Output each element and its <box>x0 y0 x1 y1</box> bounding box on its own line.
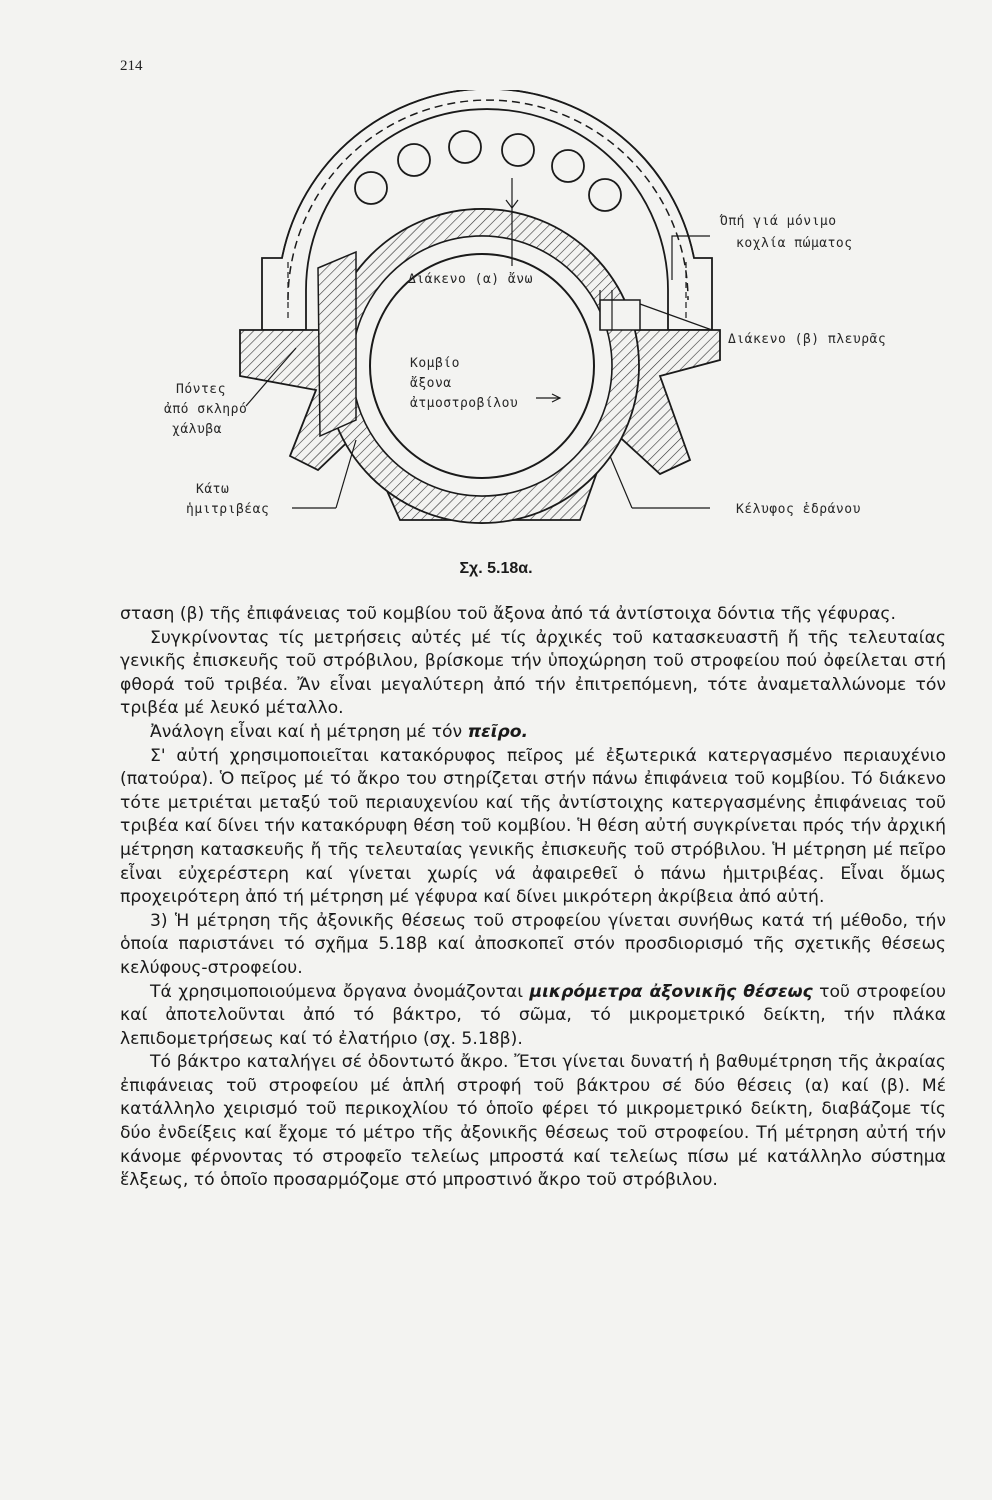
paragraph-6 <box>120 981 946 1052</box>
figure-bearing-cross-section <box>0 90 992 560</box>
bolt-holes <box>355 131 621 211</box>
paragraph-3-text: Ἀνάλογη εἶναι καί ἡ μέτρηση μέ τόν <box>150 721 468 742</box>
label-clearance-top: Διάκενο (α) ἄνω <box>408 272 533 287</box>
label-bridge-line2: ἀπό σκληρό <box>164 402 248 417</box>
page-number: 214 <box>120 58 143 74</box>
paragraph-5: 3) Ἡ μέτρηση τῆς ἀξονικῆς θέσεως τοῦ στροφείου γίνεται συνήθως κατά τή μέθοδο, τήν ὁποία παριστάνει τό σχῆμα 5.18β καί ἀποσκοπεῖ στόν προσδιορισμό τῆς σχετικῆς θέσεως κελύφους-στροφείου. <box>120 910 946 978</box>
label-shell: Κέλυφος ἑδράνου <box>736 502 861 517</box>
paragraph-2: Συγκρίνοντας τίς μετρήσεις αὐτές μέ τίς ἀρχικές τοῦ κατασκευαστῆ ἤ τῆς τελευταίας γενικῆς ἐπισκευῆς τοῦ στρόβιλου, βρίσκομε τήν ὑποχώρηση τοῦ στροφείου πού ὀφείλεται στή φθορά τοῦ τριβέα. Ἄν εἶναι μεγαλύτερη ἀπό τήν ἐπιτρεπόμενη, τότε ἀναμεταλλώνομε τόν τριβέα μέ λευκό μέταλλο. <box>120 627 946 719</box>
paragraph-6-prefix: Τά χρησιμοποιούμενα ὄργανα ὀνομάζονται <box>150 981 530 1002</box>
term-axial-micrometers: μικρόμετρα ἀξονικῆς θέσεως <box>529 981 813 1002</box>
paragraph-3 <box>120 721 946 745</box>
bearing-cross-section-drawing <box>0 90 992 560</box>
label-journal-line1: Κομβίο <box>410 356 460 371</box>
label-hole-line1: Όπή γιά μόνιμο <box>720 214 837 229</box>
term-peiros: πεῖρο. <box>467 721 529 742</box>
paragraph-6-suffix: τοῦ στροφείου καί ἀποτελοῦνται ἀπό τό βάκτρο, τό σῶμα, τό μικρομετρικό δείκτη, τήν πλάκα λεπιδομετρήσεως καί τό ἐλατήριο (σχ. 5.18β). <box>120 981 946 1049</box>
label-lower-line2: ἡμιτριβέας <box>186 502 270 517</box>
paragraph-7: Τό βάκτρο καταλήγει σέ ὀδοντωτό ἄκρο. Ἔτσι γίνεται δυνατή ἡ βαθυμέτρηση τῆς ἀκραίας ἐπιφάνειας τοῦ στροφείου μέ ἁπλή στροφή τοῦ βάκτρου σέ δύο θέσεις (α) καί (β). Μέ κατάλληλο χειρισμό τοῦ περικοχλίου τό ὁποῖο φέρει τό μικρομετρικό δείκτη, διαβάζομε τίς δύο ἐνδείξεις καί ἔχομε τό μέτρο τῆς ἀξονικῆς θέσεως τοῦ στροφείου. Τή μέτρηση αὐτή τήν κάνομε φέρνοντας τό στροφεῖο τελείως μπροστά καί τελείως πίσω μέ κατάλληλο σύστημα ἕλξεως, τό ὁποῖο προσαρμόζομε στό μπροστινό ἄκρο τοῦ στρόβιλου. <box>120 1052 946 1191</box>
label-bridge-line3: χάλυβα <box>172 422 222 437</box>
label-journal-line3: ἀτμοστροβίλου <box>410 396 519 411</box>
figure-caption: Σχ. 5.18α. <box>459 560 533 577</box>
label-clearance-side: Διάκενο (β) πλευρᾶς <box>728 332 887 347</box>
paragraph-4: Σ' αὐτή χρησιμοποιεῖται κατακόρυφος πεῖρος μέ ἐξωτερικά κατεργασμένο περιαυχένιο (πατούρα). Ὁ πεῖρος μέ τό ἄκρο του στηρίζεται στήν πάνω ἐπιφάνεια τοῦ κομβίου. Τό διάκενο τότε μετριέται μεταξύ τοῦ περιαυχενίου καί τῆς ἀντίστοιχης κατεργασμένης ἐπιφάνειας τοῦ τριβέα καί δίνει τήν κατακόρυφη θέση τοῦ κομβίου. Ἡ θέση αὐτή συγκρίνεται πρός τήν ἀρχική μέτρηση κατασκευῆς ἤ τῆς τελευταίας γενικῆς ἐπισκευῆς τοῦ στρόβιλου. Ἡ μέτρηση μέ πεῖρο εἶναι εὐχερέστερη καί γίνεται χωρίς νά ἀφαιρεθεῖ ὁ πάνω ἡμιτριβέας. Εἶναι ὅμως προχειρότερη ἀπό τή μέτρηση μέ γέφυρα καί δίνει μικρότερη ἀκρίβεια ἀπό αὐτή. <box>120 745 946 908</box>
label-lower-line1: Κάτω <box>196 482 230 497</box>
label-bridge-line1: Πόντες <box>176 382 226 397</box>
label-hole-line2: κοχλία πώματος <box>736 236 853 251</box>
paragraph-1: σταση (β) τῆς ἐπιφάνειας τοῦ κομβίου τοῦ ἄξονα ἀπό τά ἀντίστοιχα δόντια τῆς γέφυρας. <box>120 604 896 624</box>
label-journal-line2: ἄξονα <box>410 376 452 391</box>
body-text <box>120 603 946 1193</box>
